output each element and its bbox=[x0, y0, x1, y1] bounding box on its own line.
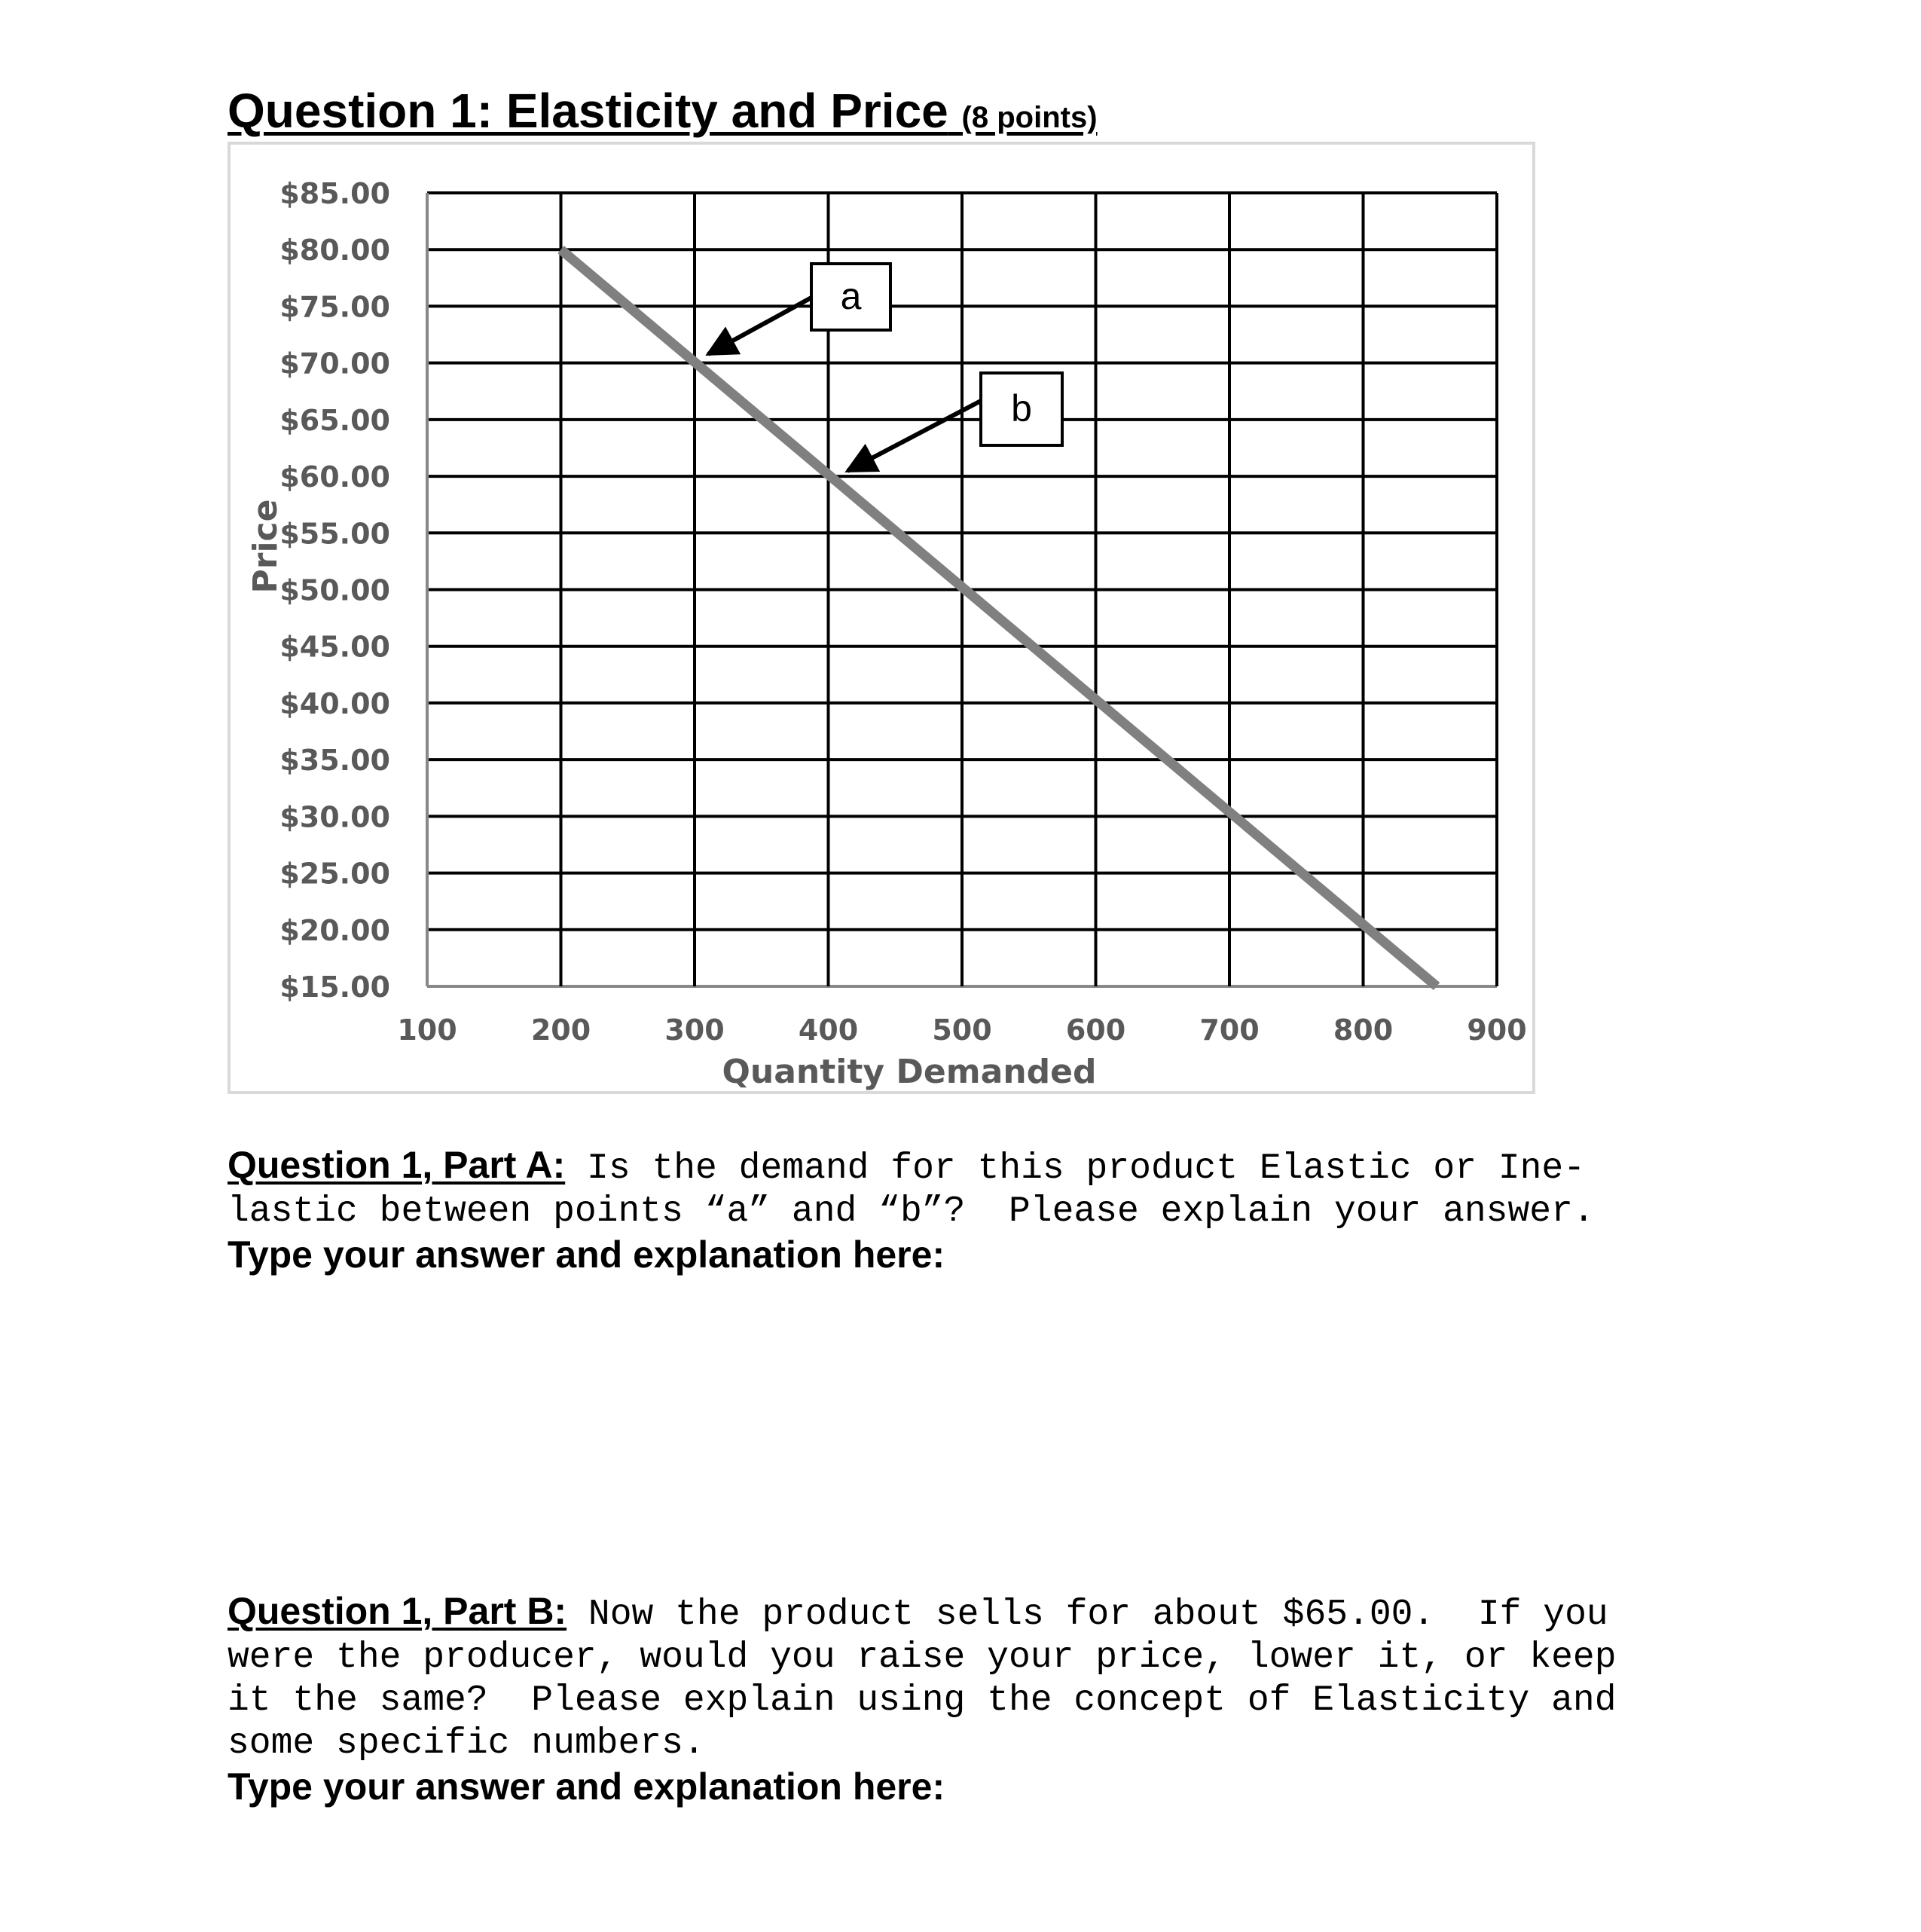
x-tick-label: 700 bbox=[1199, 1013, 1260, 1047]
y-tick-label: $30.00 bbox=[279, 800, 390, 834]
annotation-label-b: b bbox=[1011, 387, 1032, 430]
y-tick-label: $80.00 bbox=[279, 234, 390, 267]
y-tick-label: $25.00 bbox=[279, 857, 390, 891]
annotation-label-a: a bbox=[840, 275, 862, 317]
part-a-question bbox=[228, 1144, 1742, 1280]
x-tick-label: 600 bbox=[1065, 1013, 1126, 1047]
part-b-label: Question 1, Part B: bbox=[228, 1590, 567, 1632]
x-tick-label: 900 bbox=[1467, 1013, 1527, 1047]
x-tick-label: 800 bbox=[1333, 1013, 1394, 1047]
part-a-answer-area[interactable] bbox=[228, 1281, 1734, 1567]
y-tick-label: $35.00 bbox=[279, 744, 390, 778]
y-tick-label: $20.00 bbox=[279, 913, 390, 947]
part-b-question bbox=[228, 1590, 1742, 1812]
y-tick-label: $75.00 bbox=[279, 290, 390, 324]
y-tick-label: $50.00 bbox=[279, 573, 390, 607]
y-tick-label: $15.00 bbox=[279, 971, 390, 1004]
x-tick-label: 100 bbox=[397, 1013, 457, 1047]
part-b-prompt: Type your answer and explanation here: bbox=[228, 1765, 945, 1808]
x-tick-label: 200 bbox=[530, 1013, 591, 1047]
part-b-answer-area[interactable] bbox=[228, 1816, 1734, 1921]
y-tick-label: $65.00 bbox=[279, 403, 390, 437]
part-a-text: Is the demand for this product Elastic or Ine- lastic between points “a” and “b”? Please explain your answer. bbox=[228, 1148, 1595, 1232]
y-tick-label: $85.00 bbox=[279, 177, 390, 210]
part-a-label: Question 1, Part A: bbox=[228, 1144, 566, 1186]
y-tick-label: $40.00 bbox=[279, 686, 390, 720]
x-tick-label: 400 bbox=[798, 1013, 859, 1047]
y-axis-title: Price bbox=[246, 499, 285, 594]
y-tick-label: $55.00 bbox=[279, 517, 390, 551]
x-tick-label: 500 bbox=[932, 1013, 992, 1047]
x-axis-title: Quantity Demanded bbox=[722, 1053, 1097, 1091]
x-tick-label: 300 bbox=[664, 1013, 725, 1047]
part-a-prompt: Type your answer and explanation here: bbox=[228, 1233, 945, 1276]
question-title-text: Question 1: Elasticity and Price bbox=[228, 84, 948, 138]
part-b-text: Now the product sells for about $65.00. If you were the producer, would you raise your price, lower it, or keep it the same? Please explain using the concept of Elasticity and some specific numbers. bbox=[228, 1594, 1617, 1764]
y-tick-label: $70.00 bbox=[279, 347, 390, 381]
y-tick-label: $45.00 bbox=[279, 630, 390, 664]
y-tick-label: $60.00 bbox=[279, 460, 390, 494]
demand-curve bbox=[561, 249, 1437, 986]
question-points: (8 points) bbox=[961, 101, 1098, 134]
